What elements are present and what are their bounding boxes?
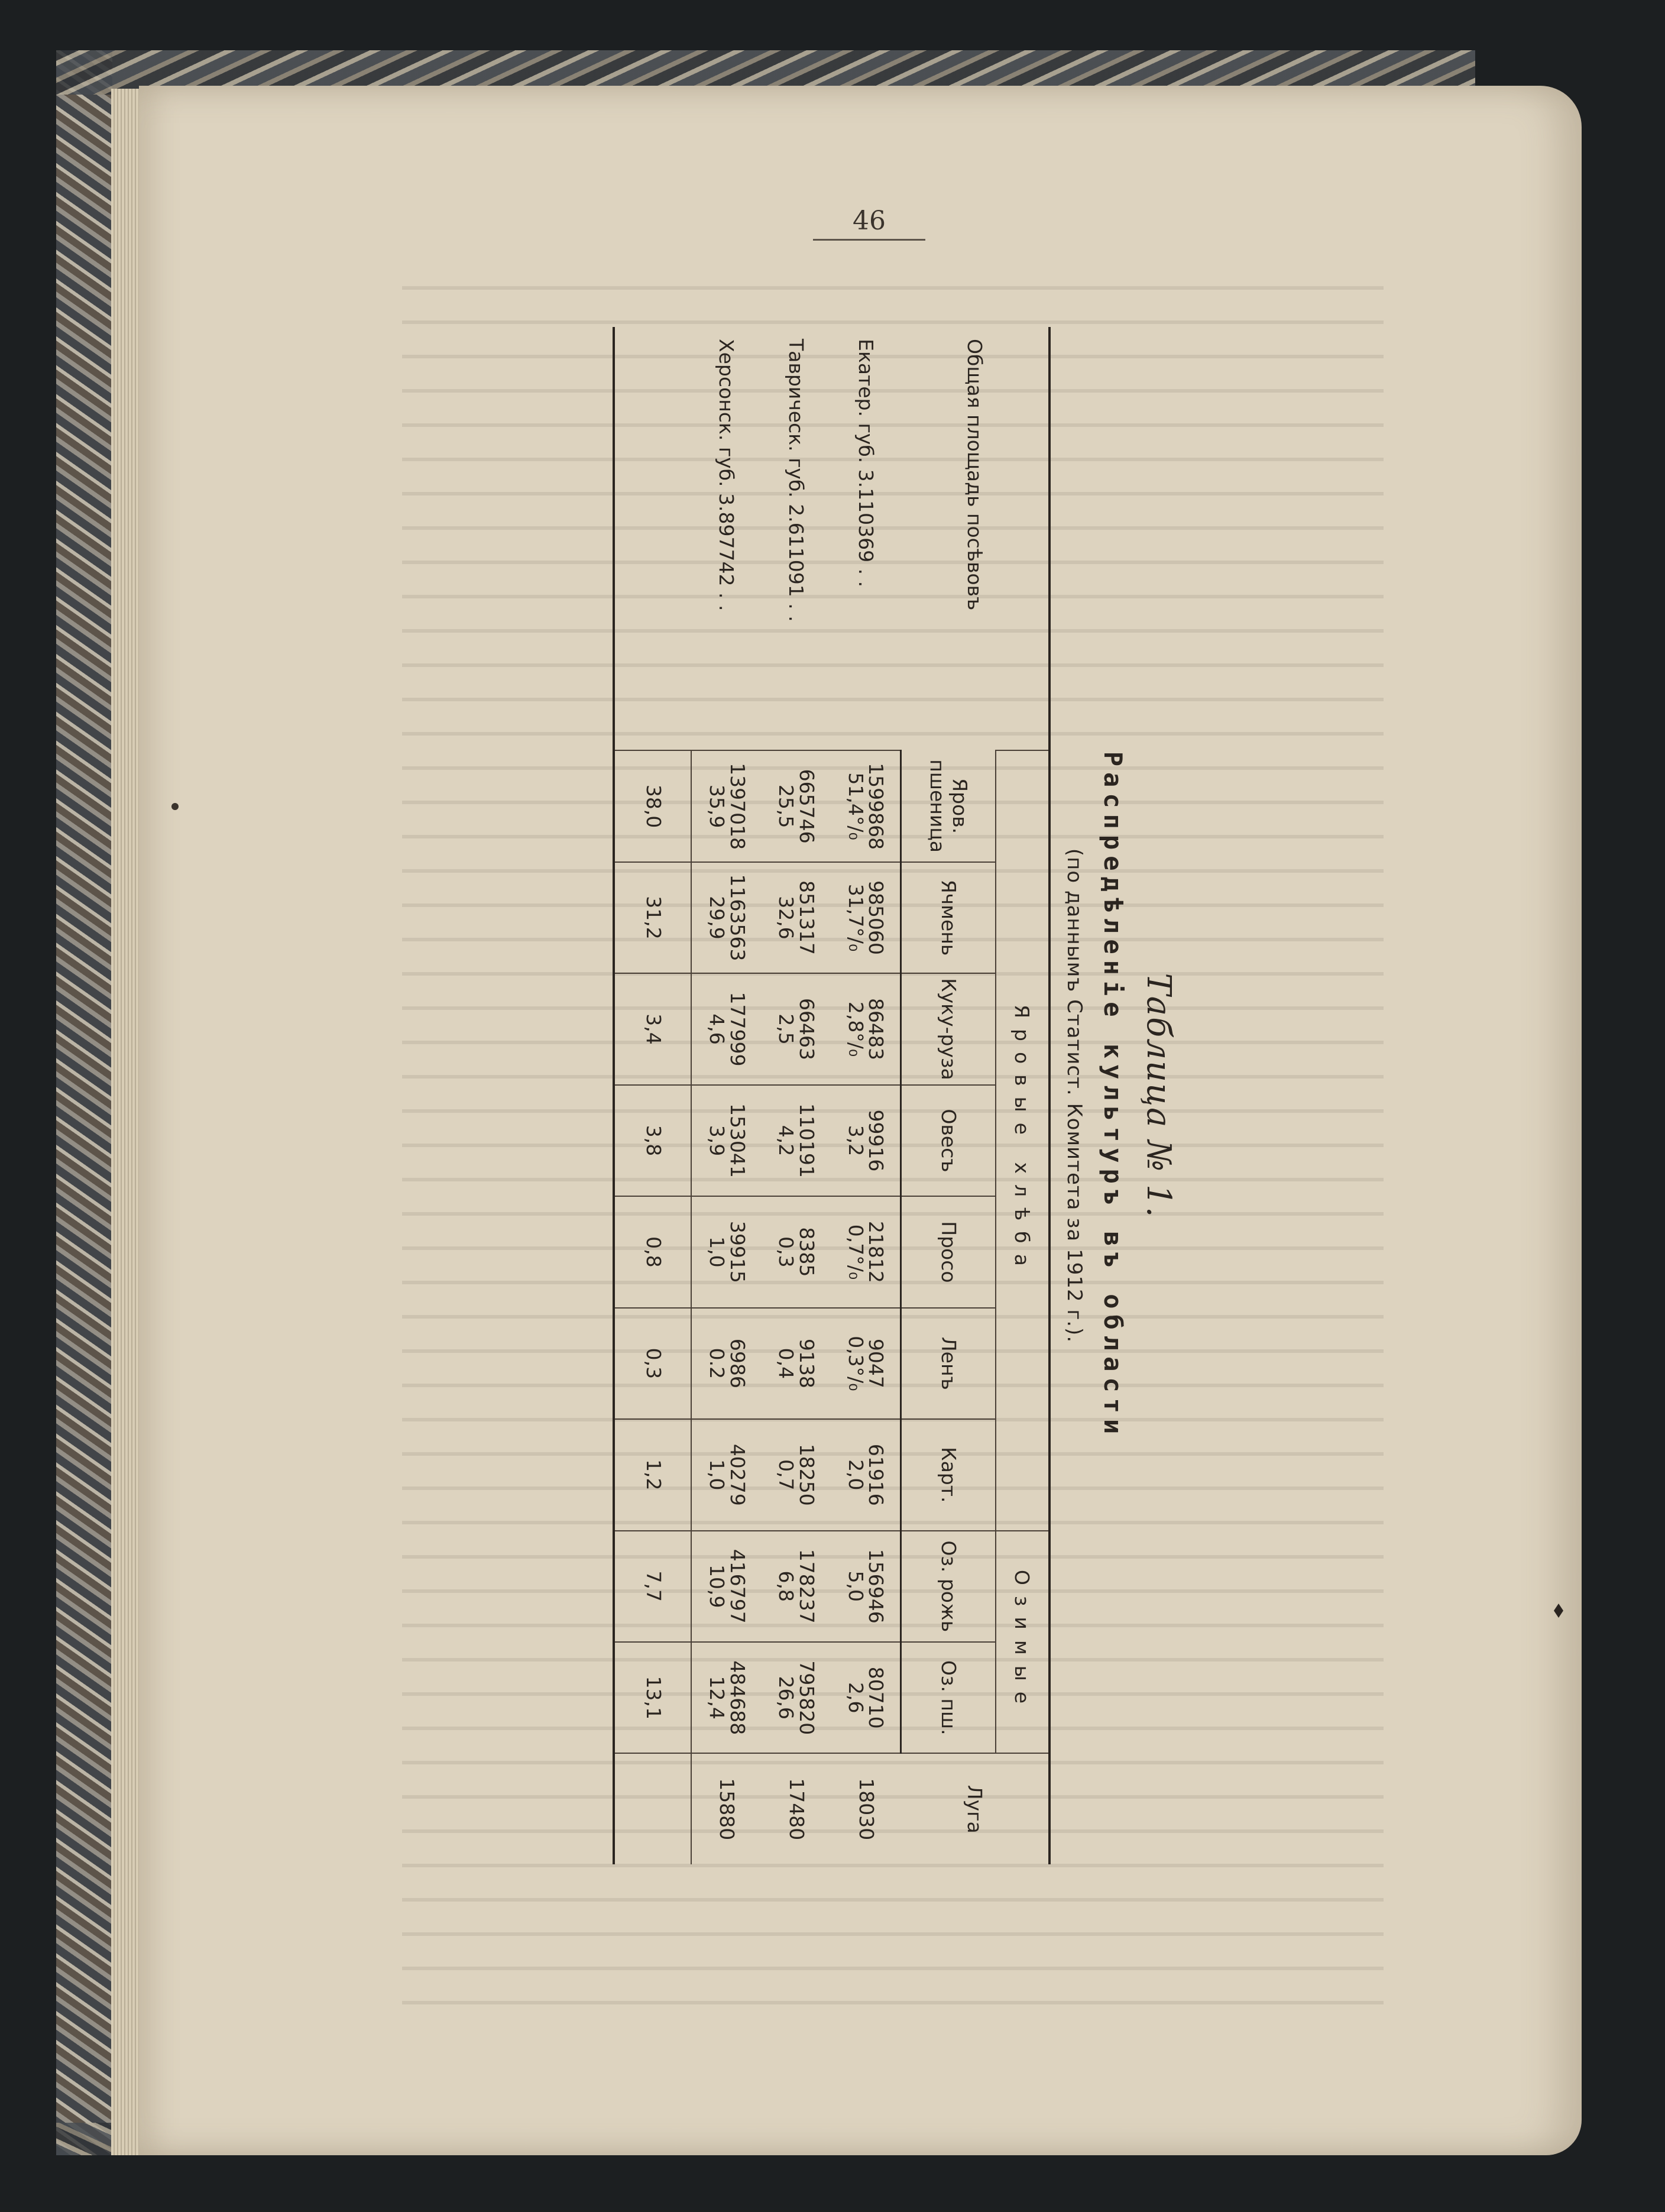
total-oats: 3,8: [614, 1085, 692, 1196]
cell-value: 156946: [864, 1549, 888, 1624]
cell-percent: 2,6: [844, 1682, 867, 1714]
cell-percent: 6,8: [775, 1570, 798, 1602]
cell-value: 1397018: [725, 763, 749, 850]
cell-value: 795820: [795, 1660, 819, 1735]
table-cell: [831, 1308, 901, 1419]
cell-percent: 10,9: [705, 1565, 728, 1608]
cell-percent: 3,2: [844, 1125, 867, 1157]
table-cell: [692, 1308, 762, 1419]
cell-value: 178237: [795, 1549, 819, 1624]
cell-value: 66463: [795, 998, 819, 1060]
cell-percent: 1,0: [705, 1459, 728, 1491]
meadow-cell: 15880: [692, 1753, 762, 1864]
table-cell: [692, 750, 762, 862]
cell-value: 851317: [795, 880, 819, 956]
meadow-cell: 17480: [762, 1753, 831, 1864]
cell-value: 153041: [725, 1103, 749, 1178]
cell-value: 1599868: [864, 763, 888, 850]
table-row: [692, 327, 762, 1864]
table-cell: [762, 1085, 831, 1196]
meadow-cell: 18030: [831, 1753, 901, 1864]
table-cell: [692, 1419, 762, 1530]
table-cell: [831, 1085, 901, 1196]
cell-percent: 26,6: [775, 1676, 798, 1719]
cell-percent: 0,7°/₀: [844, 1224, 867, 1280]
cell-percent: 0,3: [775, 1236, 798, 1268]
table-row: [831, 327, 901, 1864]
table-cell: [831, 750, 901, 862]
cell-percent: 32,6: [775, 896, 798, 940]
table-cell: [692, 1531, 762, 1642]
total-winter-rye: 7,7: [614, 1531, 692, 1642]
cell-value: 21812: [864, 1220, 888, 1283]
page-number-rule: [813, 239, 925, 241]
table-cell: [762, 862, 831, 973]
total-millet: 0,8: [614, 1196, 692, 1307]
cell-percent: 0,7: [775, 1459, 798, 1491]
cell-percent: 35,9: [705, 784, 728, 828]
header-meadows: Луга: [901, 1753, 1050, 1864]
rotated-table-block: [403, 327, 1201, 1864]
cell-value: 39915: [725, 1220, 749, 1283]
row-region: Херсонск. губ. 3.897742 . .: [715, 339, 738, 611]
cell-value: 86483: [864, 998, 888, 1060]
table-row: [762, 327, 831, 1864]
table-cell: [831, 973, 901, 1084]
header-winter-crops: Озимые: [996, 1531, 1049, 1754]
table-cell: [762, 1419, 831, 1530]
total-maize: 3,4: [614, 973, 692, 1084]
table-cell: [831, 1531, 901, 1642]
cell-percent: 29,9: [705, 896, 728, 940]
header-oats: Овесъ: [901, 1085, 996, 1196]
table-cell: [762, 1531, 831, 1642]
header-maize: Куку-руза: [901, 973, 996, 1084]
table-cell: [762, 1308, 831, 1419]
table-cell: [831, 1419, 901, 1530]
table-cell: [692, 1642, 762, 1753]
cell-value: 40279: [725, 1443, 749, 1506]
header-barley: Ячмень: [901, 862, 996, 973]
table-cell: [692, 1085, 762, 1196]
cell-value: 6986: [725, 1338, 749, 1388]
cell-percent: 2,0: [844, 1459, 867, 1491]
cell-percent: 5,0: [844, 1570, 867, 1602]
header-spring-wheat: Яров. пшеница: [901, 750, 996, 862]
cell-percent: 0.2: [705, 1348, 728, 1379]
row-region: Таврическ. губ. 2.611091 . .: [785, 339, 808, 622]
total-meadow-empty: [614, 1753, 692, 1864]
cell-value: 177999: [725, 992, 749, 1067]
cell-value: 9138: [795, 1338, 819, 1388]
table-number: Таблица № 1.: [1139, 973, 1178, 1219]
header-potato: Карт.: [901, 1419, 996, 1530]
header-flax: Ленъ: [901, 1308, 996, 1419]
cell-value: 18250: [795, 1443, 819, 1506]
cell-percent: 51,4°/₀: [844, 772, 867, 840]
cell-value: 80710: [864, 1666, 888, 1729]
table-cell: [831, 1196, 901, 1307]
cell-value: 1163563: [725, 874, 749, 961]
cell-value: 985060: [864, 880, 888, 956]
table-title: Распредѣленіе культуръ въ области: [1099, 751, 1128, 1440]
total-spring-wheat: 38,0: [614, 750, 692, 862]
total-flax: 0,3: [614, 1308, 692, 1419]
header-total-area: Общая площадь посѣвовъ: [901, 327, 1050, 750]
total-potato: 1,2: [614, 1419, 692, 1530]
cell-percent: 25,5: [775, 784, 798, 828]
cell-value: 484688: [725, 1660, 749, 1735]
table-cell: [692, 973, 762, 1084]
cell-value: 8385: [795, 1227, 819, 1277]
table-cell: [831, 862, 901, 973]
cell-percent: 12,4: [705, 1676, 728, 1719]
cell-percent: 2,8°/₀: [844, 1001, 867, 1057]
cell-percent: 3,9: [705, 1125, 728, 1157]
crop-distribution-table: [613, 327, 1051, 1864]
table-cell: [762, 1196, 831, 1307]
header-winter-rye: Оз. рожь: [901, 1531, 996, 1642]
cell-percent: 0,3°/₀: [844, 1336, 867, 1391]
cell-percent: 2,5: [775, 1013, 798, 1045]
table-cell: [692, 862, 762, 973]
marbled-binding-left: [56, 50, 112, 2155]
cell-percent: 4,2: [775, 1125, 798, 1157]
cell-value: 9047: [864, 1338, 888, 1388]
cell-value: 61916: [864, 1443, 888, 1506]
cell-value: 665746: [795, 769, 819, 844]
table-cell: [762, 1642, 831, 1753]
cell-percent: 0,4: [775, 1348, 798, 1379]
cell-value: 99916: [864, 1109, 888, 1172]
cell-value: 110191: [795, 1103, 819, 1178]
table-cell: [831, 1642, 901, 1753]
table-cell: [762, 750, 831, 862]
header-millet: Просо: [901, 1196, 996, 1307]
cell-percent: 4,6: [705, 1013, 728, 1045]
table-cell: [762, 973, 831, 1084]
page-number: 46: [853, 206, 886, 236]
cell-percent: 1,0: [705, 1236, 728, 1268]
table-source-note: (по даннымъ Статист. Комитета за 1912 г.).: [1063, 848, 1086, 1343]
cell-percent: 31,7°/₀: [844, 883, 867, 952]
margin-dot: [171, 803, 179, 810]
table-cell: [692, 1196, 762, 1307]
totals-spacer: [614, 327, 692, 750]
total-winter-wheat: 13,1: [614, 1642, 692, 1753]
header-spring-crops: Яровые хлѣба: [996, 750, 1049, 1530]
cell-value: 416797: [725, 1549, 749, 1624]
header-winter-wheat: Оз. пш.: [901, 1642, 996, 1753]
total-barley: 31,2: [614, 862, 692, 973]
row-region: Екатер. губ. 3.110369 . .: [854, 339, 877, 588]
totals-row: [614, 327, 692, 1864]
